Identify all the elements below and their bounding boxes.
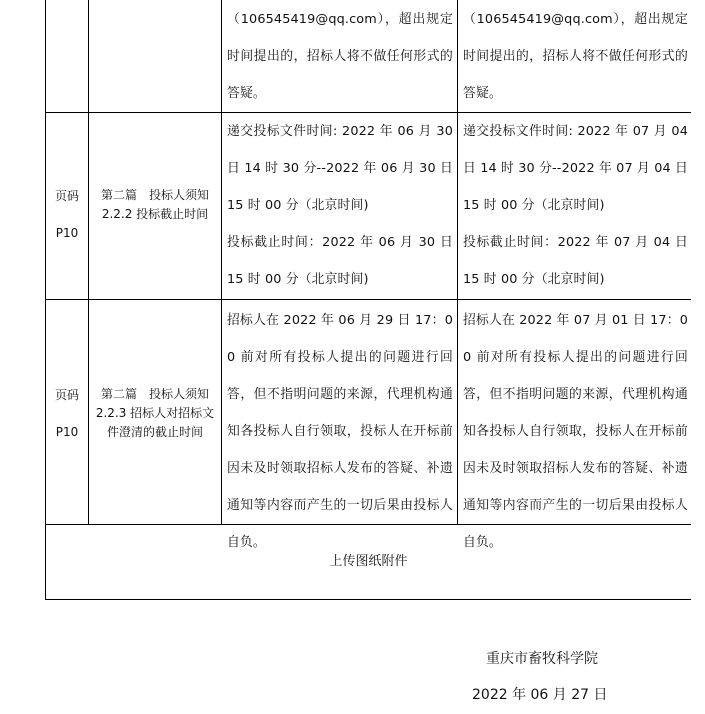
row-clause: 第二篇 投标人须知 2.2.3 招标人对招标文件澄清的截止时间 <box>95 387 215 439</box>
issuing-organization: 重庆市畜牧科学院 <box>486 651 598 667</box>
table-col-divider-3 <box>457 0 458 525</box>
row-page-number: 页码 P10 <box>54 388 79 439</box>
row-page-number: 页码 P10 <box>54 189 79 240</box>
table-border-bottom <box>45 599 691 600</box>
table-border-left <box>45 0 46 600</box>
top-row-new-text: （106545419@qq.com），超出规定时间提出的，招标人将不做任何形式的答疑。 <box>463 12 688 101</box>
row-old-text: 招标人在 2022 年 06 月 29 日 17：00 前对所有投标人提出的问题进行回答，但不指明问题的来源，代理机构通知各投标人自行领取，投标人在开标前因未及时领取招标人发布的答疑、补遗通知等内容而产生的一切后果由投标人自负。 <box>227 313 453 550</box>
top-row-old-text: （106545419@qq.com），超出规定时间提出的，招标人将不做任何形式的答疑。 <box>227 12 453 101</box>
table-border-row3-bottom <box>45 524 691 525</box>
row-clause: 第二篇 投标人须知 2.2.2 投标截止时间 <box>100 188 209 221</box>
table-col-divider-2 <box>221 0 222 525</box>
row-old-text: 递交投标文件时间: 2022 年 06 月 30 日 14 时 30 分--2022 年 06 月 30 日 15 时 00 分（北京时间) 投标截止时间：2022 年 06 月 30 日 15 时 00 分（北京时间) <box>227 124 453 287</box>
upload-attachment-label[interactable]: 上传图纸附件 <box>329 554 408 569</box>
table-col-divider-1 <box>88 0 89 525</box>
row-new-text: 递交投标文件时间: 2022 年 07 月 04 日 14 时 30 分--2022 年 07 月 04 日 15 时 00 分（北京时间) 投标截止时间：2022 年 07 月 04 日 15 时 00 分（北京时间) <box>463 124 688 287</box>
row-new-text: 招标人在 2022 年 07 月 01 日 17：00 前对所有投标人提出的问题进行回答，但不指明问题的来源，代理机构通知各投标人自行领取，投标人在开标前因未及时领取招标人发布的答疑、补遗通知等内容而产生的一切后果由投标人自负。 <box>463 313 688 550</box>
issue-date: 2022 年 06 月 27 日 <box>472 687 608 703</box>
table-border-row2-bottom <box>45 299 691 300</box>
